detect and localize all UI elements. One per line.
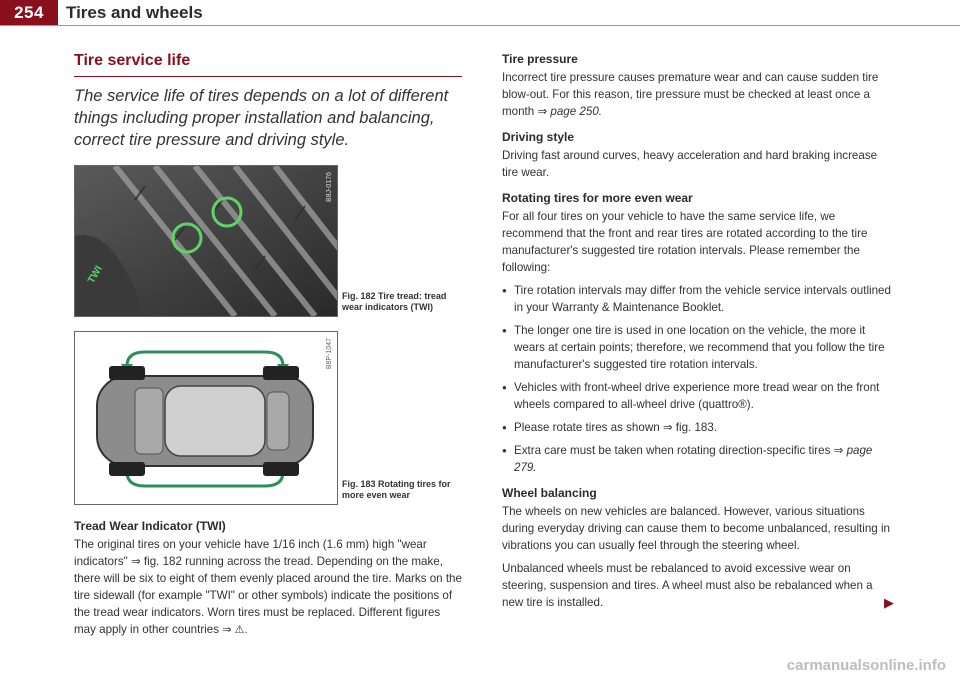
figure-182 [74,165,462,315]
section-title-rule [74,76,462,77]
figure-code: B8P-1047 [326,338,333,370]
bullet-text: Extra care must be taken when rotating direction-specific tires [514,444,831,457]
chapter-title: Tires and wheels [66,3,203,22]
pressure-heading: Tire pressure [502,52,578,66]
bullet-item [502,442,894,476]
balancing-text-2: Unbalanced wheels must be rebalanced to avoid excessive wear on steering, suspension and tires. A wheel must also be rebalanced when a new tire is installed. [502,562,873,609]
balancing-paragraph-1: The wheels on new vehicles are balanced. However, various situations during everyday driving can cause them to become unbalanced, resulting in vibrations you can usually feel through the steering wheel. [502,505,890,552]
twi-text-1: The original tires on your vehicle have 1/16 inch (1.6 mm) high "wear indicators" [74,538,427,568]
figure-code: B8J-0176 [326,172,333,202]
figure-caption: Fig. 182 Tire tread: tread wear indicators (TWI) [342,291,447,312]
driving-heading: Driving style [502,130,575,144]
rotating-heading: Rotating tires for more even wear [502,191,693,205]
wheel-rear-right [263,462,299,476]
right-column [502,48,894,617]
tire-tread-illustration [75,166,337,316]
bullet-item: ● Vehicles with front-wheel drive experience more tread wear on the front wheels compared to all-wheel drive (quattro®). [502,379,894,413]
wheel-rear-left [263,366,299,380]
twi-text-2: running across the tread. Depending on the make, there will be six to eight of them evenly placed around the tire. Marks on the tire sidewall (for example "TWI" or other symbols) indicate the positions of the tread wear indicators. Worn tires must be replaced. Different figures may apply in other countries [74,555,462,636]
bullet-item: ● Please rotate tires as shown ⇒ fig. 183. [502,419,894,436]
warning-icon[interactable]: ⇒ ⚠. [222,624,248,636]
wheel-front-left [109,366,145,380]
page-number: 254 [0,0,58,26]
bullet-item: ● The longer one tire is used in one location on the vehicle, the more it wears at certain points; therefore, we recommend that you follow the tire manufacturer's suggested tire rotation intervals. [502,322,894,373]
intro-text: The service life of tires depends on a lot of different things including proper installation and balancing, correct tire pressure and driving style. [74,87,449,149]
page-279-link[interactable]: ⇒ page 279. [514,444,873,474]
left-column [74,48,462,645]
driving-paragraph: Driving fast around curves, heavy acceleration and hard braking increase tire wear. [502,149,878,179]
watermark: carmanualsonline.info [786,657,946,674]
pressure-text: Incorrect tire pressure causes premature wear and can cause sudden tire blow-out. For this reason, tire pressure must be checked at least once a month [502,71,879,118]
twi-heading: Tread Wear Indicator (TWI) [74,519,226,533]
fig-182-link[interactable]: ⇒ fig. 182 [130,555,182,568]
balancing-heading: Wheel balancing [502,486,597,500]
tire-tread-image [74,165,338,317]
car-rotation-diagram [75,332,337,504]
car-roof [165,386,265,456]
figure-caption: Fig. 183 Rotating tires for more even wear [342,479,451,500]
wheel-front-right [109,462,145,476]
section-title: Tire service life [74,52,191,69]
next-page-arrow-icon[interactable]: ▶ [884,595,894,610]
balancing-paragraph-2 [502,560,894,611]
header-rule [0,25,960,26]
tire-sidewall-mark: TWI [86,264,105,286]
tire-rotation-image [74,331,338,505]
pressure-paragraph [502,69,894,120]
figure-183 [74,331,462,503]
rotating-paragraph: For all four tires on your vehicle to have the same service life, we recommend that the front and rear tires are rotated according to the tire manufacturer's suggested tire rotation intervals. Please remember the following: [502,210,868,274]
twi-paragraph [74,536,462,639]
page-header [0,0,960,26]
bullet-item: ● Tire rotation intervals may differ from the vehicle service intervals outlined in your Warranty & Maintenance Booklet. [502,282,894,316]
page-250-link[interactable]: ⇒ page 250. [537,105,602,118]
